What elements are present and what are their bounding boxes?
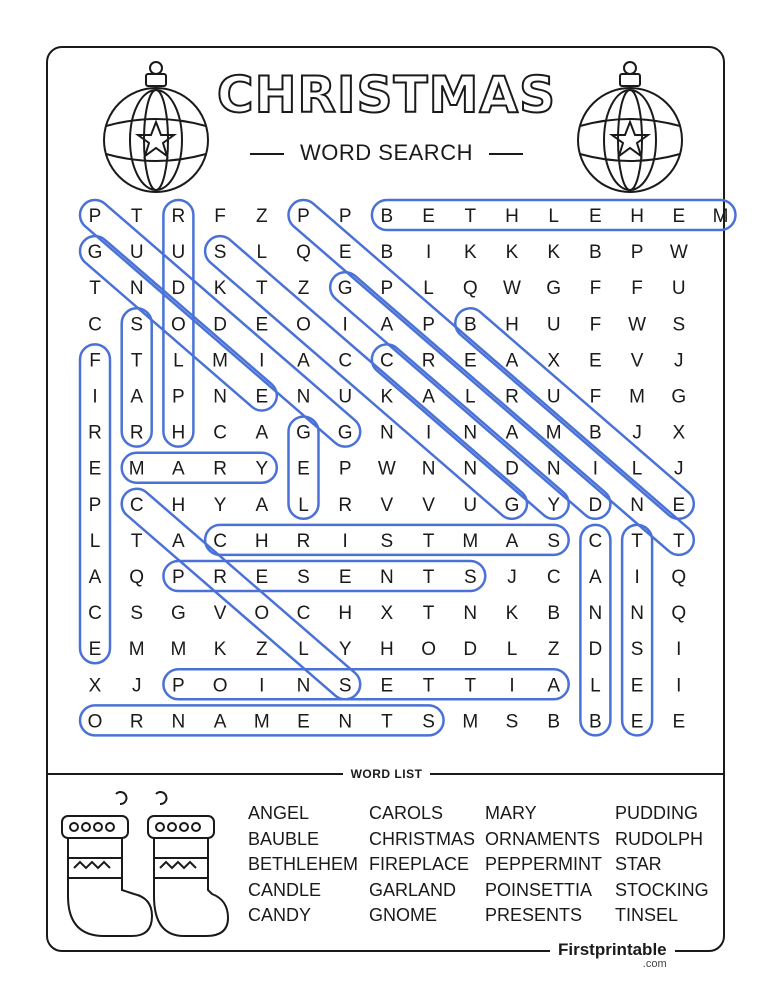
grid-letter: V xyxy=(422,494,435,516)
grid-letter: N xyxy=(171,711,186,733)
grid-letter: E xyxy=(297,711,310,733)
grid-letter: A xyxy=(130,386,144,408)
grid-letter: E xyxy=(589,350,602,372)
grid-letter: B xyxy=(547,603,561,625)
grid-letter: F xyxy=(589,278,602,300)
word-list-item: CHRISTMAS xyxy=(369,828,476,849)
grid-letter: R xyxy=(296,530,311,552)
grid-letter: U xyxy=(171,242,186,264)
grid-letter: M xyxy=(545,422,562,444)
grid-letter: T xyxy=(130,206,143,227)
highlight-snowflake xyxy=(199,230,533,525)
grid-letter: P xyxy=(380,278,394,300)
grid-letter: A xyxy=(172,458,185,480)
grid-letter: I xyxy=(634,567,640,588)
grid-letter: M xyxy=(462,711,479,733)
grid-letter: E xyxy=(422,206,435,227)
word-list-item: GARLAND xyxy=(369,879,457,900)
grid-letter: G xyxy=(337,422,353,444)
grid-letter: Q xyxy=(296,242,311,264)
grid-letter: N xyxy=(463,603,478,625)
grid-letter: V xyxy=(213,603,227,625)
highlight-candle xyxy=(580,525,610,736)
grid-letter: I xyxy=(342,314,348,336)
grid-letter: T xyxy=(255,278,268,300)
grid-letter: W xyxy=(628,314,647,336)
grid-letter: C xyxy=(88,314,102,336)
page-title: CHRISTMAS xyxy=(216,66,557,124)
grid-letter: E xyxy=(630,711,644,733)
grid-letter: K xyxy=(505,242,519,264)
grid-letter: C xyxy=(129,494,144,516)
grid-letter: E xyxy=(589,206,602,227)
grid-letter: F xyxy=(89,350,101,372)
word-list-item: PRESENTS xyxy=(485,905,583,926)
grid-letter: S xyxy=(130,603,144,625)
grid-letter: K xyxy=(380,386,394,408)
grid-letter: B xyxy=(547,711,561,733)
grid-letter: S xyxy=(630,639,644,661)
grid-letter: T xyxy=(130,350,143,372)
grid-letter: C xyxy=(338,350,353,372)
grid-letter: R xyxy=(213,567,227,588)
grid-letter: S xyxy=(213,242,227,264)
grid-letter: E xyxy=(255,386,269,408)
grid-letter: J xyxy=(674,350,684,372)
grid-letter: Y xyxy=(213,494,227,516)
grid-letter: B xyxy=(589,242,602,264)
grid-letter: T xyxy=(631,530,643,552)
grid-letter: J xyxy=(632,422,642,444)
grid-letter: I xyxy=(425,422,432,444)
grid-letter: H xyxy=(380,639,394,661)
highlight-candy xyxy=(116,483,367,706)
grid-letter: C xyxy=(546,567,561,588)
grid-letter: T xyxy=(422,530,435,552)
grid-letter: A xyxy=(422,386,435,408)
grid-letter: O xyxy=(171,314,186,336)
grid-letter: R xyxy=(129,422,144,444)
grid-letter: L xyxy=(298,639,309,661)
grid-letter: C xyxy=(213,530,227,552)
grid-letter: R xyxy=(505,386,519,408)
grid-letter: W xyxy=(669,242,688,264)
highlight-presents xyxy=(163,561,485,591)
grid-letter: O xyxy=(296,314,311,336)
grid-letter: I xyxy=(592,458,599,480)
grid-letter: R xyxy=(421,350,436,372)
grid-letter: K xyxy=(505,603,519,625)
grid-letter: N xyxy=(463,422,478,444)
grid-letter: I xyxy=(676,639,682,661)
grid-letter: I xyxy=(259,675,265,697)
grid-letter: K xyxy=(463,242,477,264)
grid-letter: L xyxy=(423,278,434,300)
grid-letter: B xyxy=(380,206,394,227)
grid-letter: I xyxy=(92,386,98,408)
grid-letter: L xyxy=(256,242,268,264)
grid-letter: Q xyxy=(671,567,687,588)
grid-letter: B xyxy=(589,711,602,733)
grid-letter: I xyxy=(509,675,515,697)
grid-letter: G xyxy=(296,422,311,444)
grid-letter: H xyxy=(171,494,186,516)
grid-letter: T xyxy=(672,530,685,552)
grid-letter: T xyxy=(130,530,143,552)
grid-letter: E xyxy=(88,458,102,480)
grid-letter: R xyxy=(88,422,102,444)
grid-letter: G xyxy=(337,278,353,300)
grid-letter: S xyxy=(505,711,519,733)
grid-letter: N xyxy=(296,675,311,697)
grid-letter: R xyxy=(129,711,144,733)
grid-letter: H xyxy=(171,422,186,444)
grid-letter: Y xyxy=(547,494,561,516)
grid-letter: E xyxy=(255,567,269,588)
grid-letter: S xyxy=(380,530,394,552)
grid-letter: T xyxy=(422,603,435,625)
brand-logo: Firstprintable .com xyxy=(550,940,675,970)
grid-letter: E xyxy=(672,206,686,227)
grid-letter: M xyxy=(212,350,229,372)
grid-letter: L xyxy=(298,494,309,516)
grid-letter: M xyxy=(462,530,479,552)
grid-letter: G xyxy=(504,494,520,516)
grid-letter: X xyxy=(88,675,102,697)
grid-letter: U xyxy=(546,386,561,408)
grid-letter: M xyxy=(253,711,270,733)
grid-letter: A xyxy=(255,422,269,444)
grid-letter: H xyxy=(254,530,269,552)
word-list-item: GNOME xyxy=(369,905,438,926)
word-list-item: BETHLEHEM xyxy=(248,854,359,875)
grid-letter: B xyxy=(380,242,394,264)
grid-letter: U xyxy=(338,386,353,408)
word-list-item: PEPPERMINT xyxy=(485,854,603,875)
grid-letter: S xyxy=(297,567,310,588)
grid-letter: R xyxy=(338,494,353,516)
grid-letter: F xyxy=(589,386,602,408)
grid-letter: F xyxy=(589,314,602,336)
grid-letter: E xyxy=(255,314,269,336)
word-list-item: STAR xyxy=(615,854,662,875)
grid-letter: T xyxy=(464,675,477,697)
grid-letter: L xyxy=(465,386,476,408)
grid-letter: D xyxy=(505,458,519,480)
grid-letter: S xyxy=(672,314,686,336)
grid-letter: G xyxy=(546,278,562,300)
grid-letter: Y xyxy=(255,458,269,480)
grid-letter: M xyxy=(629,386,646,408)
grid-letter: B xyxy=(589,422,602,444)
grid-letter: N xyxy=(338,711,353,733)
grid-letter: M xyxy=(170,639,187,661)
grid-letter: C xyxy=(588,530,603,552)
word-list-item: CANDLE xyxy=(248,879,322,900)
grid-letter: L xyxy=(548,206,559,227)
grid-letter: A xyxy=(505,530,519,552)
grid-letter: J xyxy=(131,675,142,697)
grid-letter: E xyxy=(338,242,352,264)
grid-letter: U xyxy=(129,242,144,264)
highlight-tinsel xyxy=(622,525,652,736)
grid-letter: L xyxy=(631,458,643,480)
grid-letter: A xyxy=(380,314,394,336)
grid-letter: A xyxy=(213,711,227,733)
grid-letter: A xyxy=(255,494,269,516)
page-subtitle: WORD SEARCH xyxy=(0,140,773,166)
grid-letter: T xyxy=(381,711,393,733)
grid-letter: T xyxy=(464,206,477,227)
grid-letter: A xyxy=(505,350,519,372)
grid-letter: I xyxy=(425,242,432,264)
word-list-item: STOCKING xyxy=(615,879,709,900)
grid-letter: D xyxy=(171,278,186,300)
grid-letter: T xyxy=(422,567,435,588)
grid-letter: E xyxy=(338,567,352,588)
grid-letter: H xyxy=(505,206,519,227)
grid-letter: P xyxy=(88,206,102,227)
grid-letter: N xyxy=(213,386,227,408)
grid-letter: S xyxy=(130,314,144,336)
grid-letter: V xyxy=(630,350,644,372)
grid-letter: P xyxy=(630,242,644,264)
grid-letter: W xyxy=(503,278,521,300)
grid-letter: V xyxy=(380,494,394,516)
grid-letter: G xyxy=(87,242,103,264)
grid-letter: D xyxy=(588,639,603,661)
grid-letter: A xyxy=(88,567,102,588)
grid-letter: F xyxy=(214,206,226,227)
grid-letter: Q xyxy=(671,603,687,625)
grid-letter: U xyxy=(671,278,686,300)
grid-letter: S xyxy=(422,711,435,733)
grid-letter: K xyxy=(213,278,227,300)
grid-letter: E xyxy=(672,711,686,733)
grid-letter: W xyxy=(377,458,396,480)
grid-letter: C xyxy=(213,422,227,444)
grid-letter: J xyxy=(507,567,517,588)
grid-letter: R xyxy=(213,458,227,480)
grid-letter: N xyxy=(380,567,394,588)
grid-letter: N xyxy=(421,458,436,480)
grid-letter: L xyxy=(173,350,184,372)
grid-letter: Y xyxy=(338,639,352,661)
word-list-title: WORD LIST xyxy=(0,765,773,783)
word-list-item: ORNAMENTS xyxy=(485,828,601,849)
grid-letter: U xyxy=(463,494,478,516)
grid-letter: H xyxy=(630,206,644,227)
grid-letter: N xyxy=(463,458,478,480)
grid-letter: G xyxy=(171,603,186,625)
grid-letter: X xyxy=(380,603,394,625)
grid-letter: E xyxy=(88,639,102,661)
grid-letter: N xyxy=(296,386,311,408)
grid-letter: S xyxy=(463,567,477,588)
grid-letter: R xyxy=(171,206,186,227)
grid-letter: L xyxy=(89,530,101,552)
grid-letter: E xyxy=(672,494,686,516)
grid-letter: K xyxy=(547,242,561,264)
grid-letter: C xyxy=(296,603,311,625)
word-list-item: RUDOLPH xyxy=(615,828,704,849)
word-list xyxy=(248,802,725,927)
grid-letter: M xyxy=(128,639,145,661)
grid-letter: X xyxy=(547,350,561,372)
grid-letter: A xyxy=(589,567,602,588)
grid-letter: Q xyxy=(129,567,145,588)
grid-letter: L xyxy=(590,675,601,697)
grid-letter: N xyxy=(588,603,603,625)
grid-letter: A xyxy=(505,422,519,444)
grid-letter: I xyxy=(259,350,265,372)
grid-letter: P xyxy=(172,675,185,697)
grid-letter: P xyxy=(338,458,352,480)
grid-letter: E xyxy=(630,675,644,697)
grid-letter: G xyxy=(671,386,687,408)
grid-letter: N xyxy=(546,458,561,480)
grid-letter: J xyxy=(674,458,684,480)
grid-letter: Q xyxy=(462,278,478,300)
grid-letter: H xyxy=(338,603,353,625)
grid-letter: I xyxy=(676,675,682,697)
grid-letter: Z xyxy=(255,206,268,227)
highlight-mary xyxy=(122,453,277,483)
grid-letter: S xyxy=(547,530,561,552)
grid-letter: N xyxy=(380,422,394,444)
grid-letter: Z xyxy=(297,278,310,300)
grid-letter: X xyxy=(672,422,686,444)
grid-letter: E xyxy=(297,458,310,480)
word-list-item: BAUBLE xyxy=(248,828,320,849)
grid-letter: U xyxy=(546,314,561,336)
word-list-item: MARY xyxy=(485,803,537,823)
grid-letter: I xyxy=(342,530,348,552)
grid-letter: C xyxy=(88,603,102,625)
grid-letter: T xyxy=(422,675,435,697)
grid-letter: N xyxy=(630,494,644,516)
stockings-icon xyxy=(56,786,236,946)
grid-letter: P xyxy=(422,314,435,336)
grid-letter: O xyxy=(254,603,270,625)
word-list-item: FIREPLACE xyxy=(369,854,470,875)
grid-letter: P xyxy=(338,206,352,227)
grid-letter: C xyxy=(380,350,394,372)
grid-letter: O xyxy=(421,639,436,661)
grid-letter: L xyxy=(506,639,518,661)
grid-letter: D xyxy=(213,314,227,336)
word-list-item: POINSETTIA xyxy=(485,879,593,900)
grid-letter: T xyxy=(89,278,101,300)
word-list-item: TINSEL xyxy=(615,905,679,926)
grid-letter: A xyxy=(297,350,310,372)
grid-letter: P xyxy=(172,567,185,588)
grid-letter: A xyxy=(547,675,561,697)
grid-letter: Z xyxy=(547,639,560,661)
grid-letter: D xyxy=(463,639,478,661)
grid-letter: P xyxy=(172,386,185,408)
grid-letter: Z xyxy=(255,639,268,661)
grid-letter: F xyxy=(631,278,643,300)
grid-letter: D xyxy=(588,494,603,516)
grid-letter: B xyxy=(463,314,477,336)
grid-letter: H xyxy=(505,314,519,336)
word-list-item: PUDDING xyxy=(615,803,699,823)
word-list-item: CAROLS xyxy=(369,803,444,823)
grid-letter: O xyxy=(212,675,228,697)
word-list-item: CANDY xyxy=(248,905,312,926)
grid-letter: E xyxy=(463,350,477,372)
grid-letter: M xyxy=(712,206,729,227)
grid-letter: O xyxy=(87,711,103,733)
grid-letter: K xyxy=(213,639,227,661)
grid-letter: A xyxy=(172,530,185,552)
grid-letter: E xyxy=(380,675,394,697)
grid-letter: N xyxy=(129,278,144,300)
grid-letter: S xyxy=(338,675,352,697)
grid-letter: P xyxy=(88,494,102,516)
grid-letter: M xyxy=(128,458,145,480)
grid-letter: P xyxy=(297,206,310,227)
highlight-bauble xyxy=(449,302,700,525)
word-list-item: ANGEL xyxy=(248,803,310,823)
grid-letter: N xyxy=(630,603,644,625)
